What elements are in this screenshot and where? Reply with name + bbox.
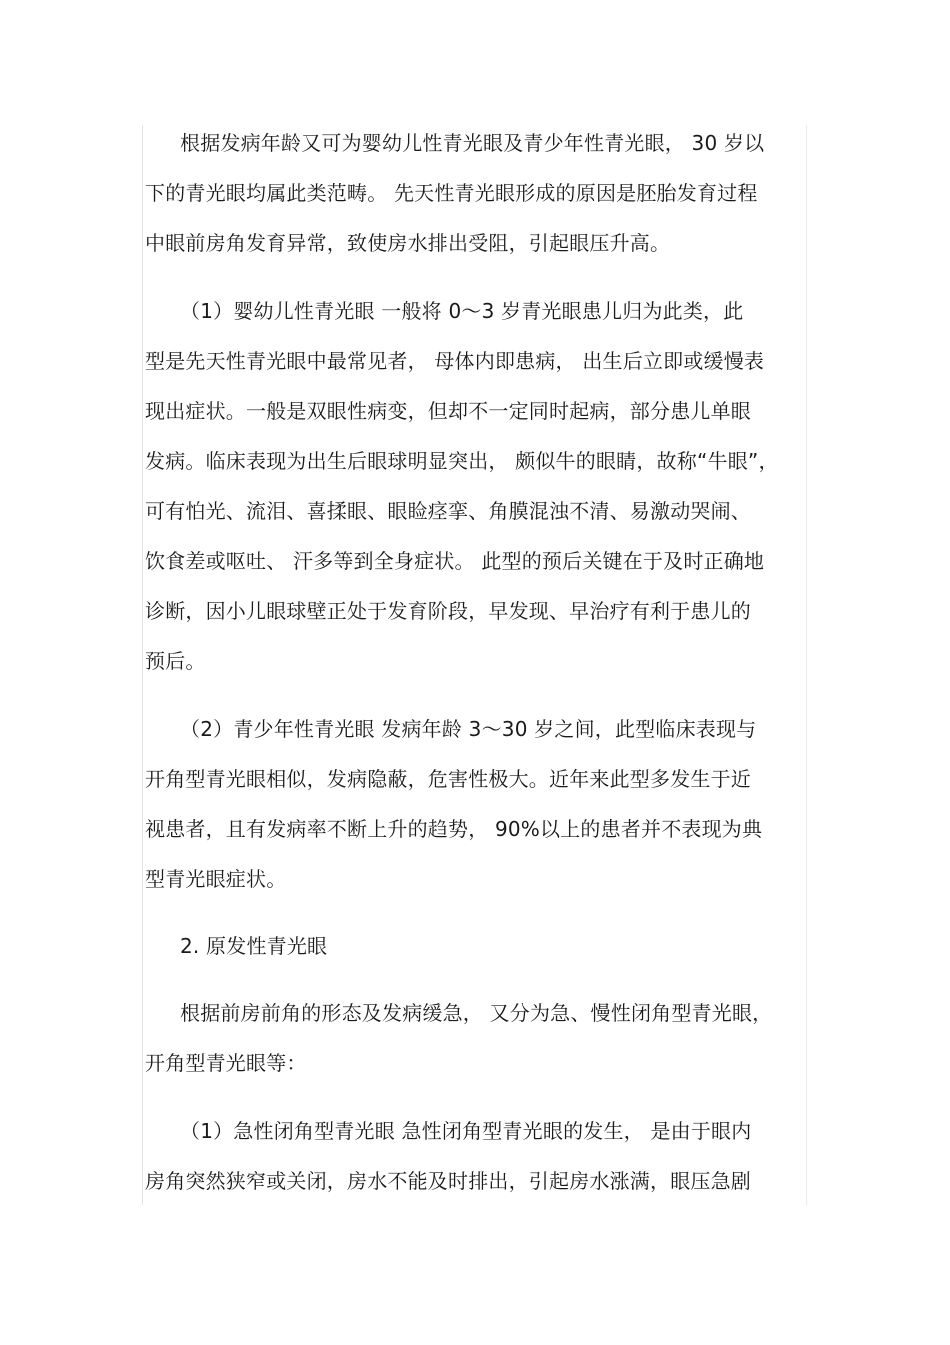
text-line: 开角型青光眼相似，发病隐蔽，危害性极大。近年来此型多发生于近 [145, 767, 751, 791]
section-heading: 2. 原发性青光眼 [180, 934, 328, 958]
text-line: （2）青少年性青光眼 发病年龄 3～30 岁之间，此型临床表现与 [180, 717, 757, 741]
text-line: 可有怕光、流泪、喜揉眼、眼睑痉挛、角膜混浊不清、易激动哭闹、 [145, 499, 751, 523]
text-line: 开角型青光眼等： [145, 1051, 307, 1075]
text-line: 视患者，且有发病率不断上升的趋势， 90%以上的患者并不表现为典 [145, 817, 763, 841]
text-line: 下的青光眼均属此类范畴。 先天性青光眼形成的原因是胚胎发育过程 [145, 181, 758, 205]
page-left-edge [142, 125, 143, 1205]
text-line: 诊断，因小儿眼球壁正处于发育阶段，早发现、早治疗有利于患儿的 [145, 599, 751, 623]
text-line: 房角突然狭窄或关闭，房水不能及时排出，引起房水涨满，眼压急剧 [145, 1169, 751, 1193]
text-line: 根据前房前角的形态及发病缓急， 又分为急、慢性闭角型青光眼， [180, 1001, 773, 1025]
text-line: 型青光眼症状。 [145, 867, 287, 891]
text-line: 型是先天性青光眼中最常见者， 母体内即患病， 出生后立即或缓慢表 [145, 349, 765, 373]
text-line: （1）急性闭角型青光眼 急性闭角型青光眼的发生， 是由于眼内 [180, 1119, 752, 1143]
text-line: 根据发病年龄又可为婴幼儿性青光眼及青少年性青光眼， 30 岁以 [180, 131, 765, 155]
text-line: （1）婴幼儿性青光眼 一般将 0～3 岁青光眼患儿归为此类，此 [180, 299, 744, 323]
text-line: 发病。临床表现为出生后眼球明显突出， 颇似牛的眼睛，故称“牛眼”， [145, 449, 779, 473]
text-line: 中眼前房角发育异常，致使房水排出受阻，引起眼压升高。 [145, 231, 671, 255]
text-line: 饮食差或呕吐、 汗多等到全身症状。 此型的预后关键在于及时正确地 [145, 549, 765, 573]
text-line: 现出症状。一般是双眼性病变，但却不一定同时起病，部分患儿单眼 [145, 399, 751, 423]
text-line: 预后。 [145, 649, 206, 673]
